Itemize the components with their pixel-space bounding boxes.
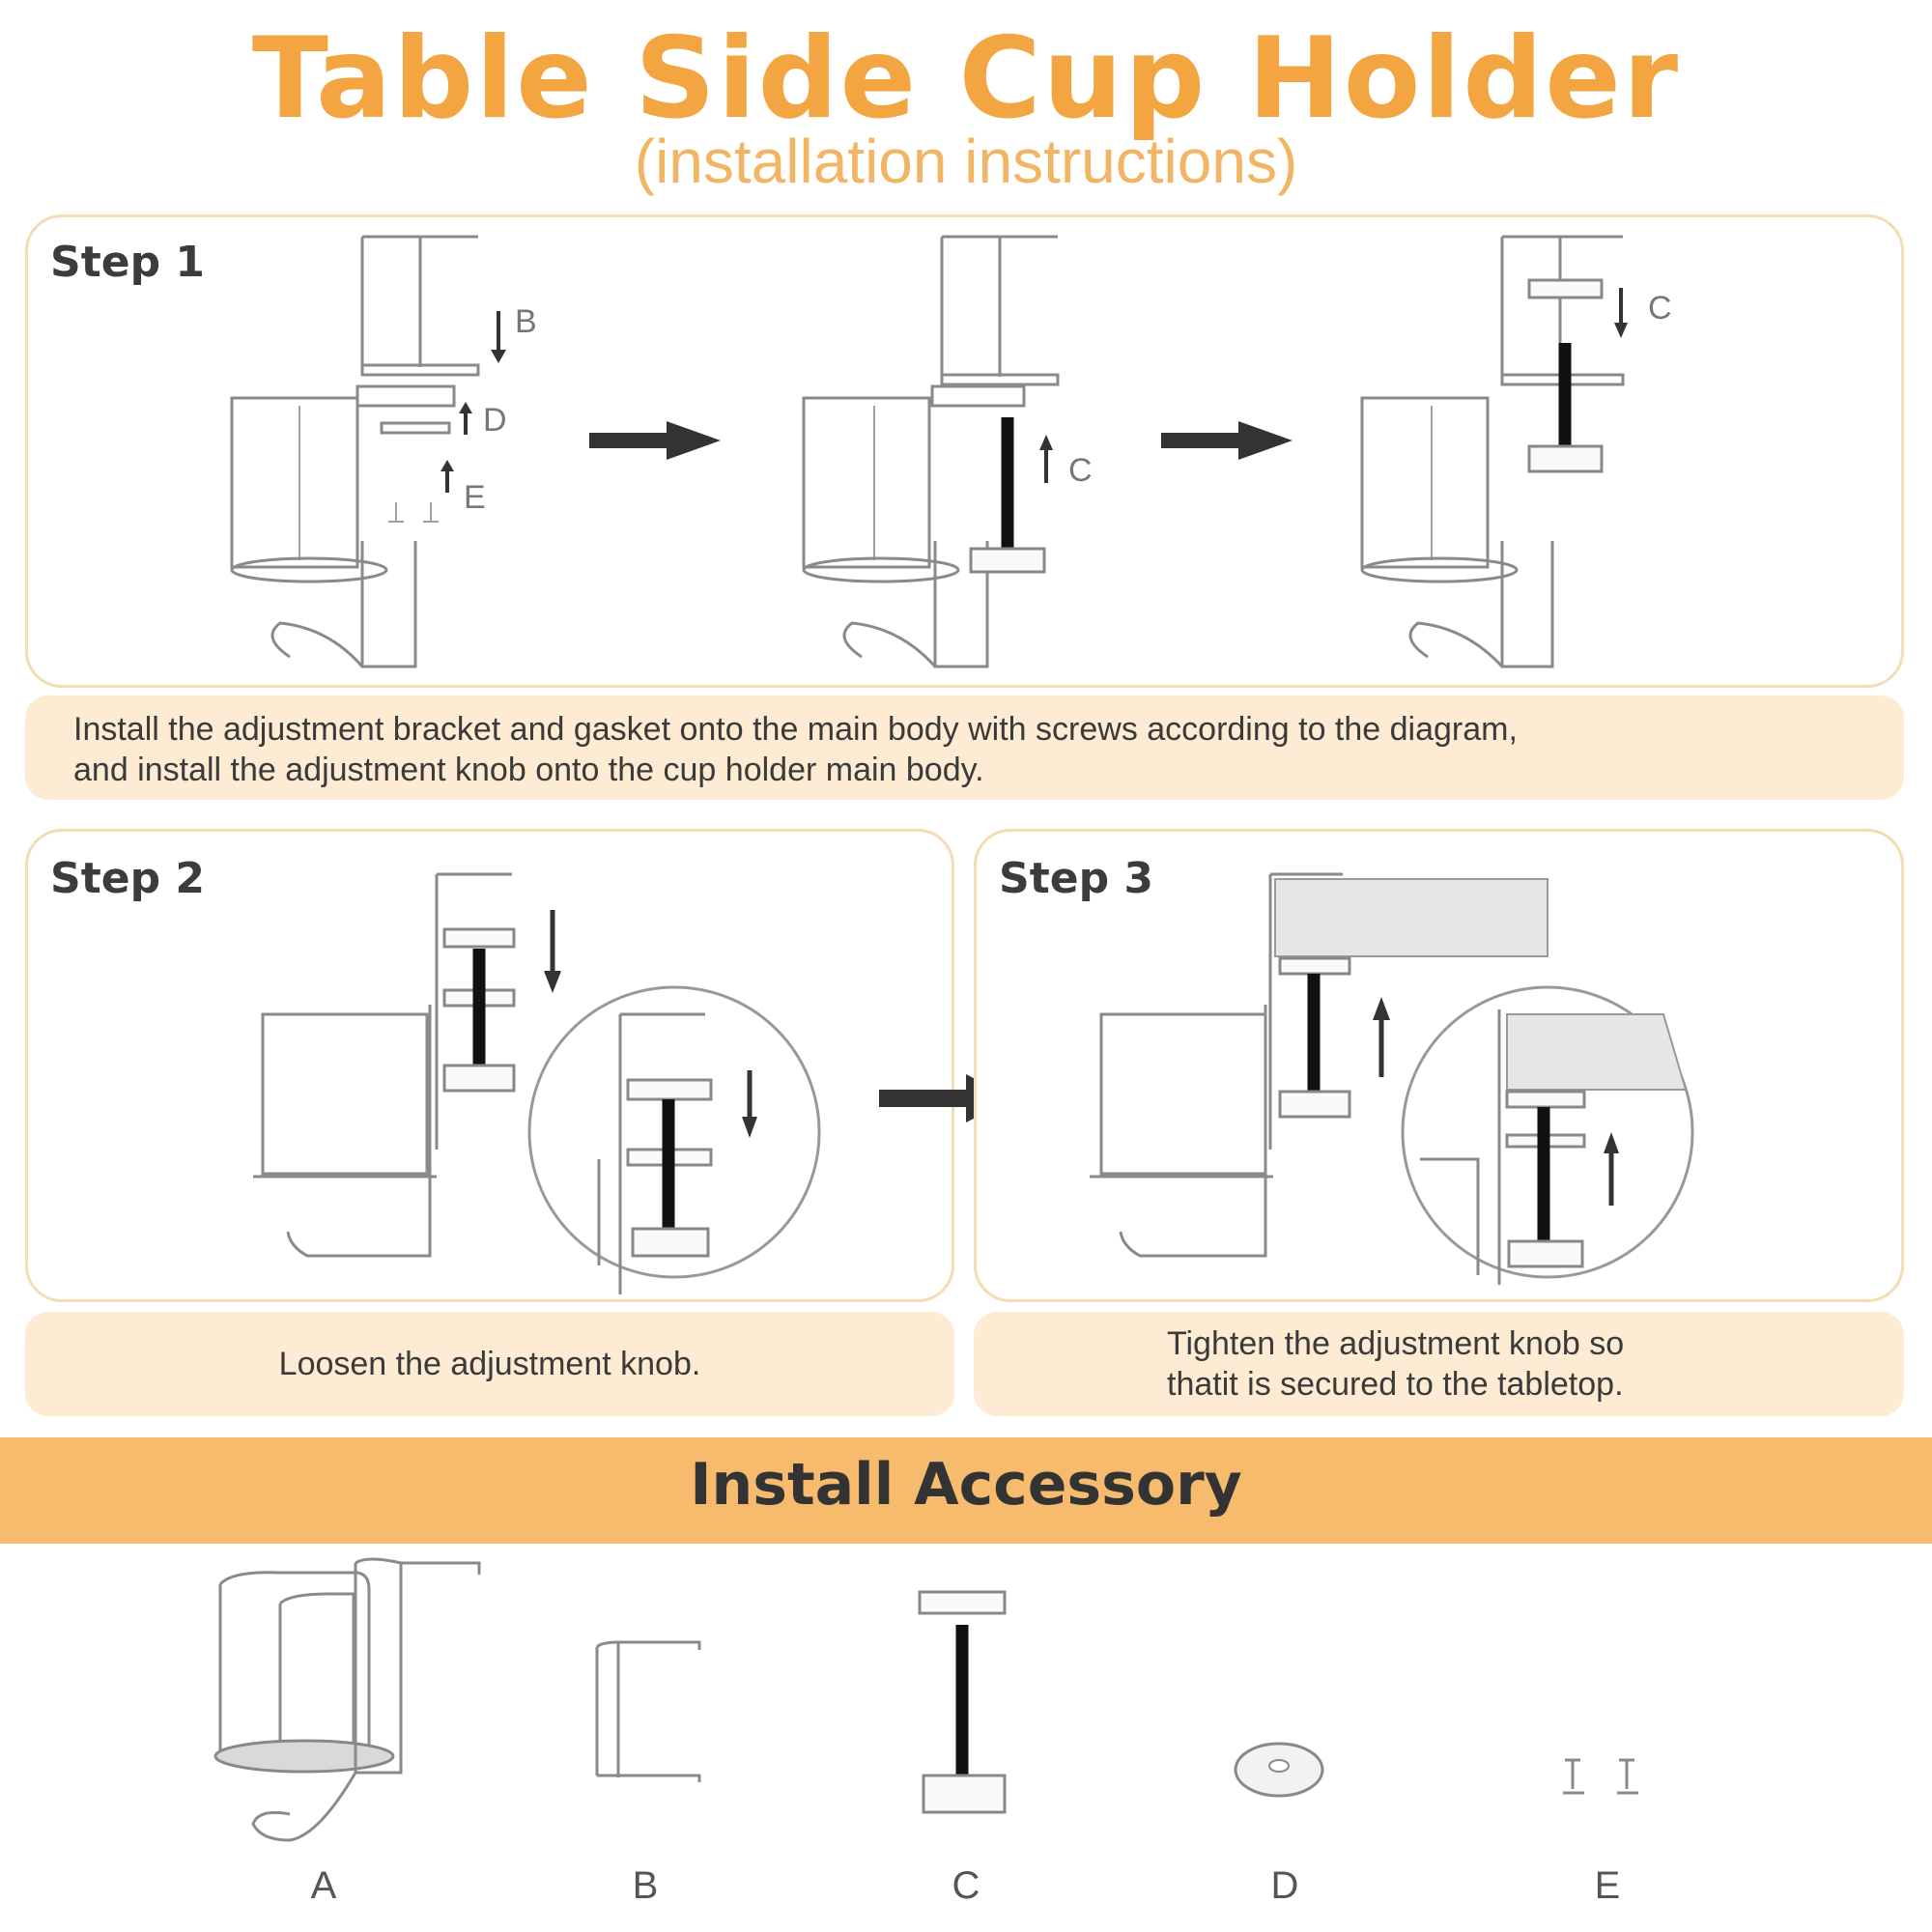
part-b-bracket-illustration <box>597 1642 699 1782</box>
callout-c: C <box>1068 452 1093 489</box>
step-3-caption-line-2: thatit is secured to the tabletop. <box>1167 1366 1624 1403</box>
part-d-gasket-illustration <box>1236 1744 1322 1796</box>
accessory-title: Install Accessory <box>690 1451 1242 1519</box>
step-1-caption-line-1: Install the adjustment bracket and gasket onto the main body with screws according to the diagram, <box>73 711 1518 748</box>
part-a-cup-holder-illustration <box>215 1559 479 1840</box>
page-subtitle: (installation instructions) <box>634 127 1298 196</box>
step-3-label: Step 3 <box>999 854 1153 903</box>
page-title: Table Side Cup Holder <box>251 14 1681 144</box>
part-label-c: C <box>952 1864 980 1907</box>
part-label-e: E <box>1594 1864 1621 1907</box>
callout-e: E <box>464 479 486 516</box>
step-1-caption-line-2: and install the adjustment knob onto the cup holder main body. <box>73 752 984 788</box>
callout-b: B <box>515 303 537 340</box>
part-label-a: A <box>310 1864 337 1907</box>
part-label-b: B <box>632 1864 659 1907</box>
part-c-knob-rod-illustration <box>920 1592 1005 1812</box>
callout-c: C <box>1648 290 1672 327</box>
part-label-d: D <box>1270 1864 1299 1907</box>
step-3-caption-line-1: Tighten the adjustment knob so <box>1167 1325 1625 1362</box>
step-2-label: Step 2 <box>50 854 205 903</box>
callout-d: D <box>483 402 507 439</box>
step-2-caption-line-1: Loosen the adjustment knob. <box>278 1346 701 1382</box>
part-e-screws-illustration <box>1563 1760 1638 1793</box>
step-1-label: Step 1 <box>50 238 205 287</box>
